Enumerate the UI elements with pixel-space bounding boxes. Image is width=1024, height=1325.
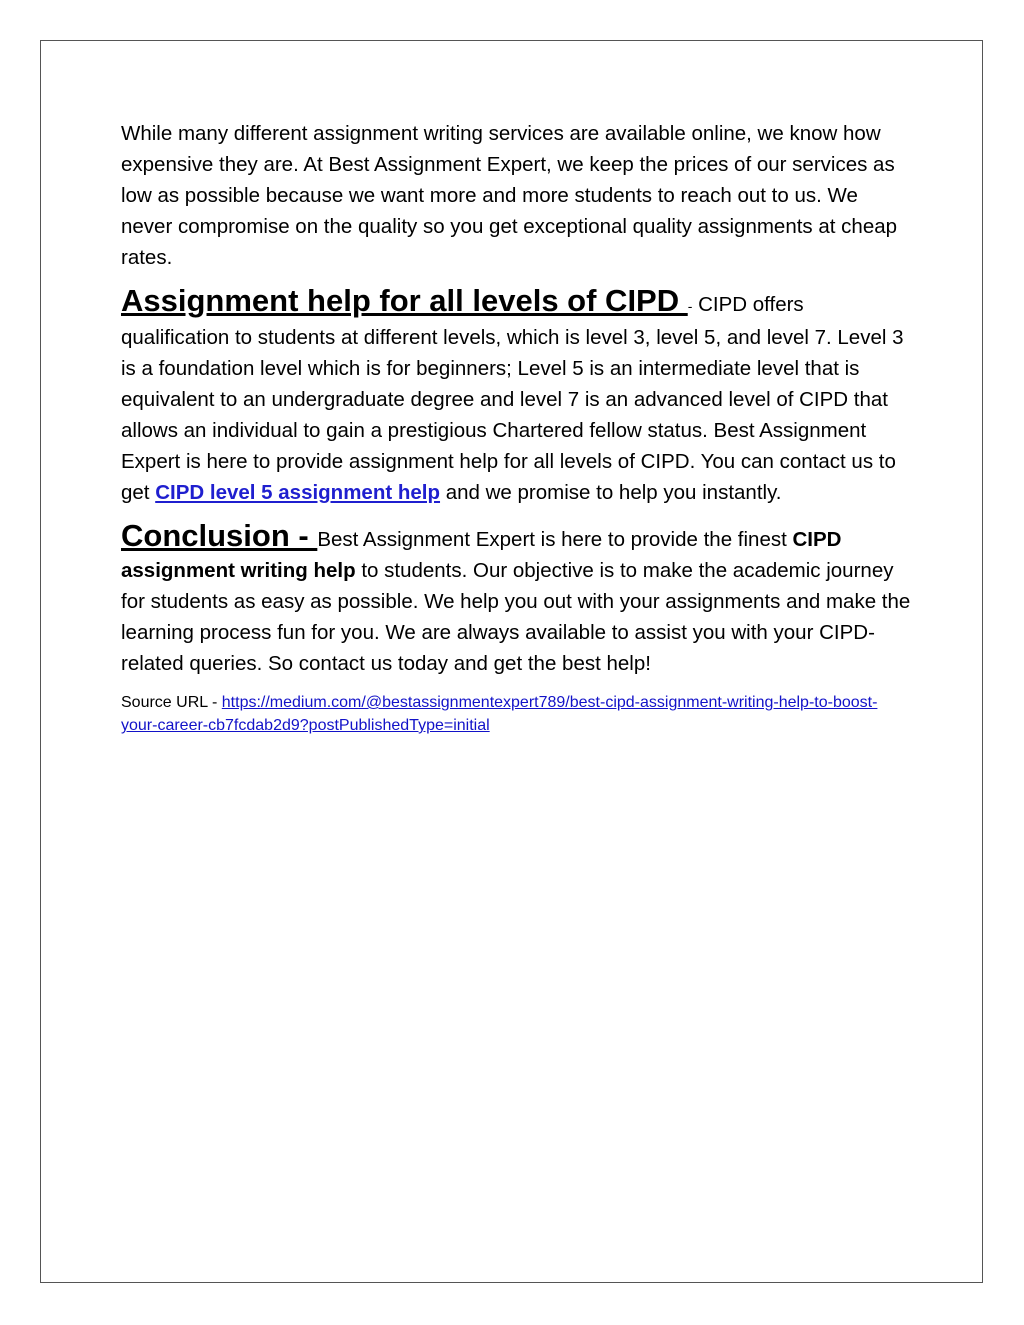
source-line xyxy=(121,691,911,737)
source-url-link[interactable]: https://medium.com/@bestassignmentexpert789/best-cipd-assignment-writing-help-to-boost-your-career-cb7fcdab2d9?postPublishedType=initial xyxy=(121,694,878,734)
conclusion-intro: Best Assignment Expert is here to provide the finest xyxy=(317,528,793,551)
cipd-levels-heading: Assignment help for all levels of CIPD xyxy=(121,283,688,318)
document-body xyxy=(121,118,911,737)
conclusion-paragraph xyxy=(121,520,911,679)
conclusion-body: to students. Our objective is to make the academic journey for students as easy as possible. We help you out with your assignments and make the learning process fun for you. We are always available to assist you with your CIPD-related queries. So contact us today and get the best help! xyxy=(121,559,911,675)
cipd-level-5-link[interactable]: CIPD level 5 assignment help xyxy=(155,481,441,504)
cipd-levels-body: CIPD offers qualification to students at different levels, which is level 3, level 5, and level 7. Level 3 is a foundation level which is for beginners; Level 5 is an intermediate level that is equivalent to an undergraduate degree and level 7 is an advanced level of CIPD that allows an individual to gain a prestigious Chartered fellow status. Best Assignment Expert is here to provide assignment help for all levels of CIPD. You can contact us to get xyxy=(121,293,904,504)
conclusion-heading: Conclusion - xyxy=(121,518,318,553)
intro-text: While many different assignment writing services are available online, we know how expensive they are. At Best Assignment Expert, we keep the prices of our services as low as possible because we want more and more students to reach out to us. We never compromise on the quality so you get exceptional quality assignments at cheap rates. xyxy=(121,122,898,269)
intro-paragraph xyxy=(121,118,911,273)
cipd-levels-body-end: and we promise to help you instantly. xyxy=(440,481,782,504)
cipd-levels-paragraph xyxy=(121,285,911,508)
cipd-levels-heading-dash: - xyxy=(687,298,693,314)
source-label: Source URL - xyxy=(121,694,222,711)
conclusion-bold-phrase: CIPD assignment writing help xyxy=(121,528,842,582)
